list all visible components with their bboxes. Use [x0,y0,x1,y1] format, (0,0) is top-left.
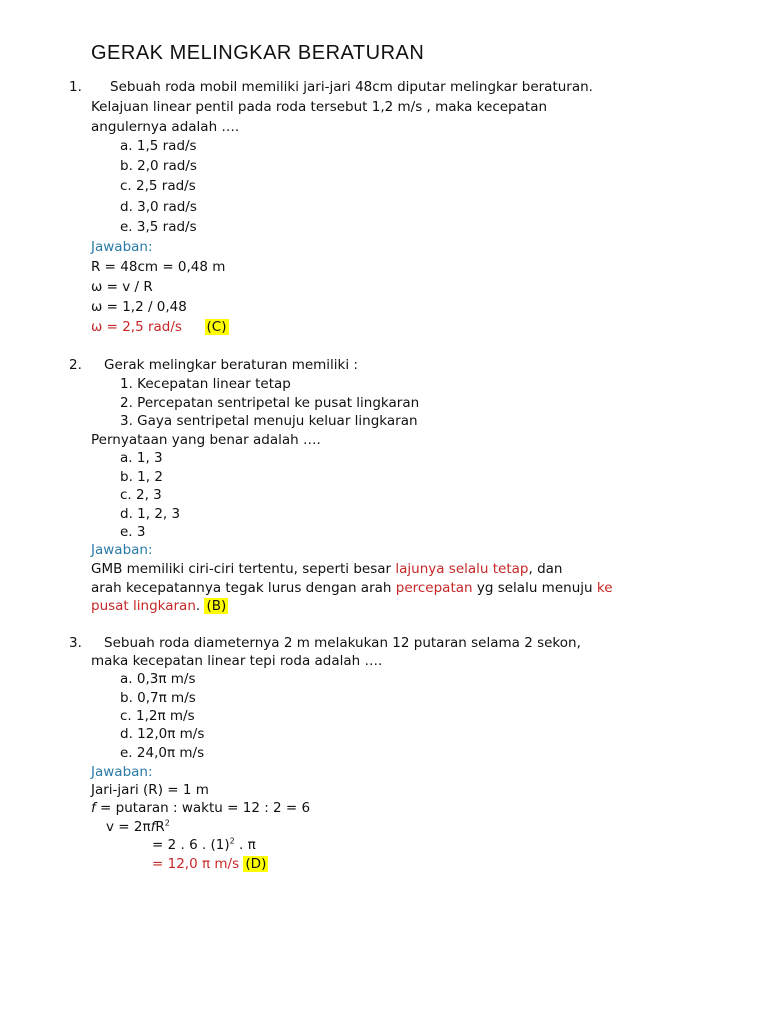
answer-key-badge: (D) [245,856,267,872]
option-a: a. 1,5 rad/s [120,138,197,154]
work-text: = 2 . 6 . (1) [152,837,230,853]
option-c: c. 2,5 rad/s [120,178,196,194]
answer-key-badge: (B) [206,598,227,614]
answer-label: Jawaban: [91,542,153,558]
work-line: Jari-jari (R) = 1 m [91,782,209,798]
superscript: 2 [229,836,235,846]
result-line [152,855,268,873]
answer-label: Jawaban: [91,239,153,255]
option-e: e. 24,0π m/s [120,745,205,761]
explanation-text: , dan [528,561,563,577]
explanation-text: arah kecepatannya tegak lurus dengan arah [91,580,396,596]
highlight-text: ke [596,580,613,596]
question-number: 1. [69,79,82,95]
highlight-text: lajunya selalu tetap [395,561,529,577]
explanation-text: . [195,598,205,614]
result-text: ω = 2,5 rad/s [91,319,182,335]
work-text: v = 2π [106,819,151,835]
work-text: R [155,819,165,835]
statement-3: 3. Gaya sentripetal menuju keluar lingkaran [120,413,418,429]
superscript: 2 [164,818,170,828]
option-e: e. 3 [120,524,146,540]
result-line [91,318,229,336]
question-text: angulernya adalah …. [91,119,240,135]
explanation-line [91,560,562,578]
work-text: = putaran : waktu = 12 : 2 = 6 [95,800,311,816]
question-text: Gerak melingkar beraturan memiliki : [104,357,358,373]
option-a: a. 0,3π m/s [120,671,196,687]
answer-label: Jawaban: [91,764,153,780]
explanation-text: yg selalu menuju [472,580,597,596]
option-d: d. 12,0π m/s [120,726,205,742]
option-d: d. 3,0 rad/s [120,199,197,215]
question-text: maka kecepatan linear tepi roda adalah …. [91,653,383,669]
highlight-text: percepatan [395,580,473,596]
statement-1: 1. Kecepatan linear tetap [120,376,291,392]
question-number: 3. [69,635,82,651]
work-text: . π [234,837,256,853]
question-text: Sebuah roda mobil memiliki jari-jari 48cm diputar melingkar beraturan. [110,79,593,95]
work-line [152,836,256,854]
option-d: d. 1, 2, 3 [120,506,181,522]
option-c: c. 2, 3 [120,487,162,503]
work-line: ω = 1,2 / 0,48 [91,299,187,315]
work-line [106,818,170,836]
explanation-line [91,579,613,597]
question-text: Sebuah roda diameternya 2 m melakukan 12 putaran selama 2 sekon, [104,635,581,651]
option-b: b. 1, 2 [120,469,163,485]
option-e: e. 3,5 rad/s [120,219,197,235]
question-prompt: Pernyataan yang benar adalah …. [91,432,321,448]
question-text: Kelajuan linear pentil pada roda tersebut 1,2 m/s , maka kecepatan [91,99,548,115]
answer-key-badge: (C) [206,319,227,335]
statement-2: 2. Percepatan sentripetal ke pusat lingkaran [120,395,420,411]
page-title: GERAK MELINGKAR BERATURAN [91,42,425,64]
work-line [91,799,310,817]
option-c: c. 1,2π m/s [120,708,195,724]
highlight-text: pusat lingkaran [91,598,196,614]
variable-text: f [150,819,156,835]
work-line: R = 48cm = 0,48 m [91,259,226,275]
explanation-text: GMB memiliki ciri-ciri tertentu, seperti besar [91,561,396,577]
option-b: b. 2,0 rad/s [120,158,197,174]
result-text: = 12,0 π m/s [152,856,240,872]
question-number: 2. [69,357,82,373]
option-a: a. 1, 3 [120,450,163,466]
explanation-line [91,597,228,615]
option-b: b. 0,7π m/s [120,690,196,706]
variable-text: f [91,800,96,816]
work-line: ω = v / R [91,279,153,295]
